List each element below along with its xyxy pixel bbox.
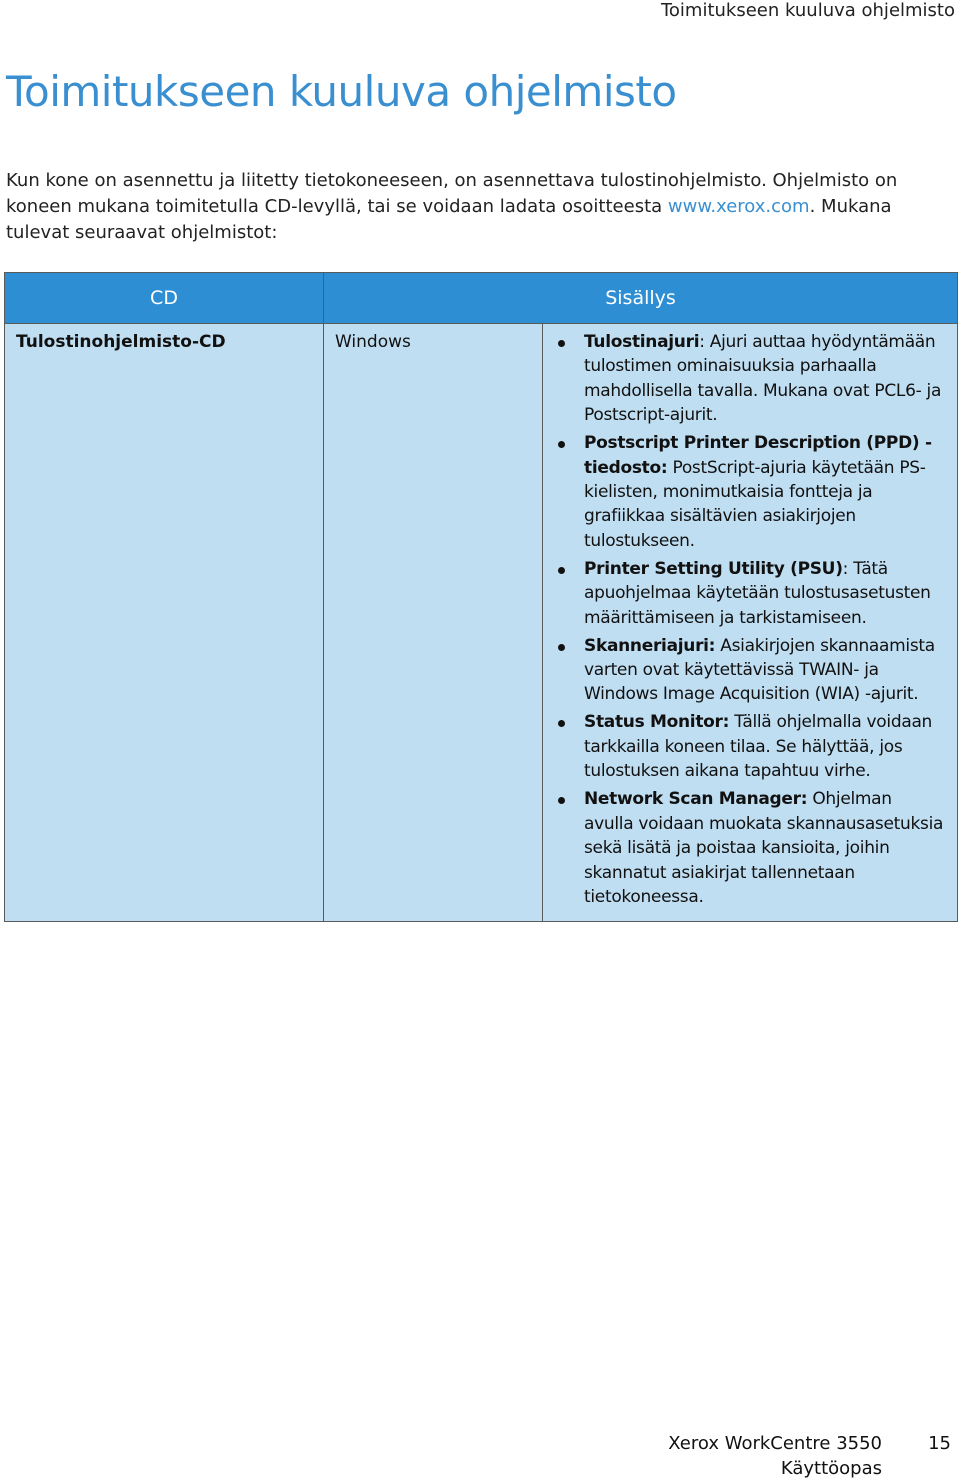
item-description: Ajuri auttaa hyödyntämään tulostimen ominaisuuksia parhaalla mahdollisella tavalla. Mukana ovat PCL6- ja Postscript-ajurit. (584, 332, 942, 426)
bullet-icon (558, 567, 565, 574)
bullet-icon (558, 340, 565, 347)
item-term: Network Scan Manager: (584, 789, 808, 810)
software-table (4, 272, 958, 922)
bullet-icon (558, 441, 565, 448)
header-contents: Sisällys (324, 273, 958, 324)
header-cd: CD (5, 273, 324, 324)
intro-text: Kun kone on asennettu ja liitetty tietokoneeseen, on asennettava tulostinohjelmisto. Ohjelmisto on koneen mukana toimitetulla CD-levyllä, tai se voidaan ladata osoitteesta (6, 170, 898, 217)
item-description: PostScript-ajuria käytetään PS-kielisten, monimutkaisia fontteja ja grafiikkaa sisältävien asiakirjojen tulostukseen. (584, 457, 926, 551)
item-term: Printer Setting Utility (PSU) (584, 558, 843, 579)
list-item (555, 710, 945, 783)
item-separator: : (699, 332, 710, 352)
item-description: Asiakirjojen skannaamista varten ovat käytettävissä TWAIN- ja Windows Image Acquisition (WIA) -ajurit. (584, 635, 935, 705)
intro-text-end: . Mukana tulevat seuraavat ohjelmistot: (6, 196, 892, 243)
table-row (5, 324, 958, 922)
software-item-list (555, 330, 945, 909)
list-item (555, 557, 945, 630)
intro-paragraph (6, 168, 951, 246)
item-separator: : (842, 558, 854, 579)
footer-product-info (668, 1431, 882, 1481)
cell-cd-name: Tulostinohjelmisto-CD (5, 324, 324, 922)
list-item (555, 431, 945, 553)
footer-product-name: Xerox WorkCentre 3550 (668, 1433, 882, 1454)
item-description: Tällä ohjelmalla voidaan tarkkailla koneen tilaa. Se hälyttää, jos tulostuksen aikana tapahtuu virhe. (584, 712, 933, 782)
list-item (555, 787, 945, 909)
list-item (555, 634, 945, 707)
bullet-icon (558, 797, 565, 804)
item-term: Postscript Printer Description (PPD) -tiedosto: (584, 433, 932, 478)
table-header-row (5, 273, 958, 324)
xerox-website-link[interactable]: www.xerox.com (667, 196, 810, 217)
bullet-icon (558, 644, 565, 651)
cell-contents (543, 324, 958, 922)
list-item (555, 330, 945, 428)
item-term: Skanneriajuri: (584, 635, 716, 656)
page-title: Toimitukseen kuuluva ohjelmisto (6, 67, 677, 116)
item-description: Tätä apuohjelmaa käytetään tulostusasetusten määrittämiseen ja tarkistamiseen. (584, 558, 931, 628)
cell-os: Windows (324, 324, 543, 922)
item-description: Ohjelman avulla voidaan muokata skannausasetuksia sekä lisätä ja poistaa kansioita, joihin skannatut asiakirjat tallennetaan tietokoneessa. (584, 789, 944, 907)
item-term: Tulostinajuri (584, 332, 700, 352)
running-header: Toimitukseen kuuluva ohjelmisto (660, 0, 955, 21)
item-term: Status Monitor: (584, 712, 730, 733)
footer-guide-name: Käyttöopas (780, 1458, 882, 1479)
page-number: 15 (928, 1433, 951, 1454)
bullet-icon (558, 720, 565, 727)
